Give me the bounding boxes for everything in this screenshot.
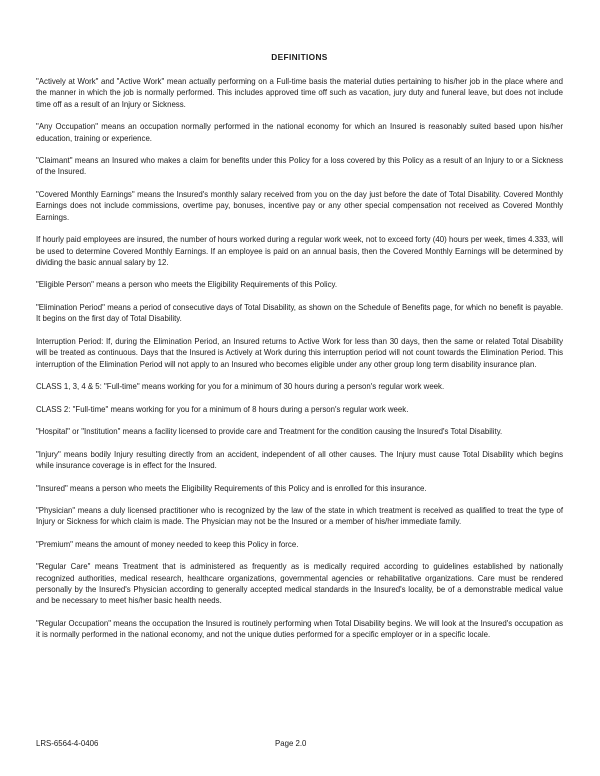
definition-injury: "Injury" means bodily Injury resulting directly from an accident, independent of all other causes. The Injury must cause Total Disability which begins while insurance coverage is in effect for the Insured. <box>36 449 563 470</box>
footer-page-number: Page 2.0 <box>275 739 307 748</box>
page-title: DEFINITIONS <box>271 52 328 62</box>
definition-interruption-period: Interruption Period: If, during the Elimination Period, an Insured returns to Active Work for less than 30 days, then the same or related Total Disability will be treated as continuous. Days that the Insured is Actively at Work during this interruption period will not count towards the Elimination Period. This interruption of the Elimination Period will not apply to an Insured who becomes eligible under any other group long term disability insurance plan. <box>36 336 563 369</box>
document-body <box>36 52 563 641</box>
definition-covered-monthly-earnings: "Covered Monthly Earnings" means the Insured's monthly salary received from you on the day just before the date of Total Disability. Covered Monthly Earnings does not include commissions, overtime pay, bonuses, incentive pay or any other special compensation not received as Covered Monthly Earnings. <box>36 189 563 222</box>
definition-premium: "Premium" means the amount of money needed to keep this Policy in force. <box>36 539 299 549</box>
definition-hospital-institution: "Hospital" or "Institution" means a facility licensed to provide care and Treatment for the condition causing the Insured's Total Disability. <box>36 427 503 437</box>
definition-any-occupation: "Any Occupation" means an occupation normally performed in the national economy for which an Insured is reasonably suited based upon his/her education, training or experience. <box>36 122 563 143</box>
definition-physician: "Physician" means a duly licensed practitioner who is recognized by the law of the state in which treatment is received as qualified to treat the type of Injury or Sickness for which claim is made. The Physician may not be the Insured or a member of his/her immediate family. <box>36 506 563 527</box>
definition-regular-care: "Regular Care" means Treatment that is administered as frequently as is medically required according to guidelines established by nationally recognized authorities, medical research, healthcare organizations, governmental agencies or rehabilitative organizations. Care must be rendered personally by the Insured's Physician according to generally accepted medical standards in the Insured's locality, be of a demonstrable medical value and be necessary to meet his/her basic health needs. <box>36 562 563 606</box>
definition-class-1-3-4-5-full-time: CLASS 1, 3, 4 & 5: "Full-time" means working for you for a minimum of 30 hours during a person's regular work week. <box>36 382 445 392</box>
definition-hourly-paid-employees: If hourly paid employees are insured, the number of hours worked during a regular work week, not to exceed forty (40) hours per week, times 4.333, will be used to determine Covered Monthly Earnings. If an employee is paid on an annual basis, then the Covered Monthly Earnings will be determined by dividing the basic annual salary by 12. <box>36 235 563 267</box>
definition-claimant: "Claimant" means an Insured who makes a claim for benefits under this Policy for a loss covered by this Policy as a result of an Injury to or a Sickness of the Insured. <box>36 156 563 177</box>
definition-eligible-person: "Eligible Person" means a person who meets the Eligibility Requirements of this Policy. <box>36 280 338 290</box>
definition-elimination-period: "Elimination Period" means a period of consecutive days of Total Disability, as shown on the Schedule of Benefits page, for which no benefit is payable. It begins on the first day of Total Disability. <box>36 302 563 324</box>
definition-class-2-full-time: CLASS 2: "Full-time" means working for you for a minimum of 8 hours during a person's regular work week. <box>36 404 409 414</box>
definition-insured: "Insured" means a person who meets the Eligibility Requirements of this Policy and is enrolled for this insurance. <box>36 483 427 493</box>
definition-regular-occupation: "Regular Occupation" means the occupation the Insured is routinely performing when Total Disability begins. We will look at the Insured's occupation as it is normally performed in the national economy, and not the unique duties performed for a specific employer or in a specific locale. <box>36 619 563 640</box>
definition-actively-at-work: "Actively at Work" and "Active Work" mean actually performing on a Full-time basis the material duties pertaining to his/her job in the place where and the manner in which the job is normally performed. This includes approved time off such as vacation, jury duty and funeral leave, but does not include time off as a result of an Injury or Sickness. <box>36 77 563 109</box>
footer-form-number: LRS-6564-4-0406 <box>36 739 99 748</box>
